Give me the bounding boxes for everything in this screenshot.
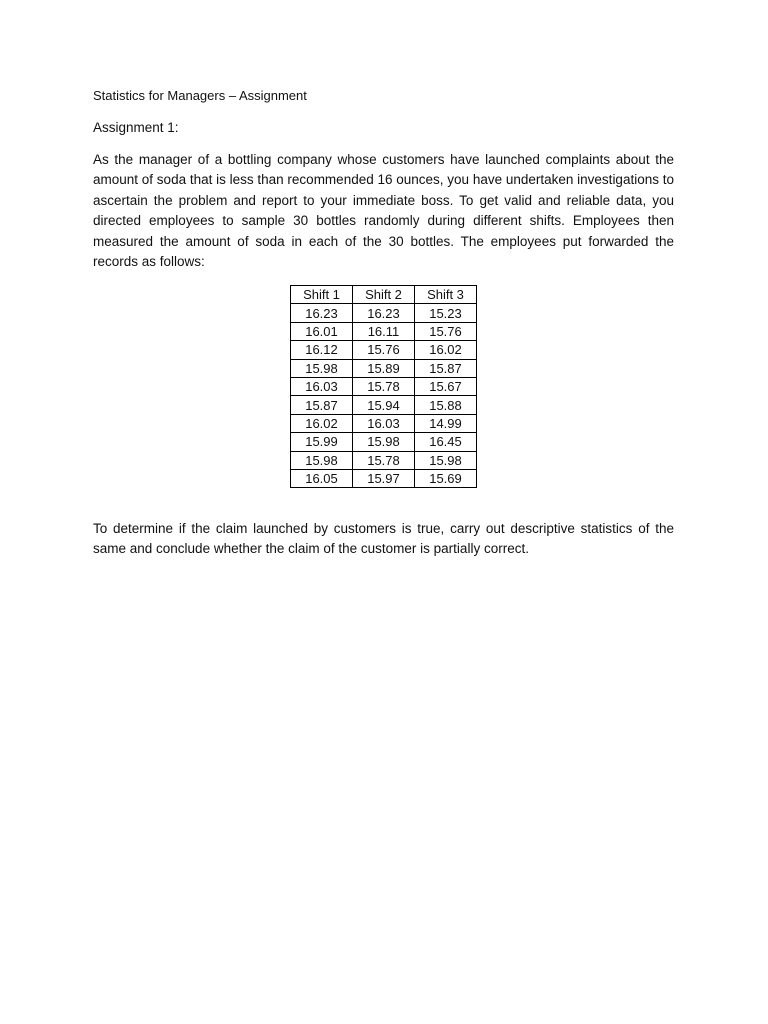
table-row — [291, 451, 477, 469]
table-row — [291, 469, 477, 487]
table-cell: 16.45 — [415, 433, 477, 451]
table-cell: 16.02 — [415, 341, 477, 359]
soda-measurements-table — [290, 285, 477, 488]
table-cell: 16.11 — [353, 322, 415, 340]
table-cell: 15.98 — [415, 451, 477, 469]
table-row — [291, 433, 477, 451]
table-row — [291, 414, 477, 432]
table-cell: 15.67 — [415, 377, 477, 395]
table-cell: 15.69 — [415, 469, 477, 487]
table-cell: 16.01 — [291, 322, 353, 340]
table-row — [291, 377, 477, 395]
table-cell: 16.02 — [291, 414, 353, 432]
column-header-shift-3: Shift 3 — [415, 286, 477, 304]
problem-paragraph: As the manager of a bottling company whose customers have launched complaints about the amount of soda that is less than recommended 16 ounces, you have undertaken investigations to ascertain the problem and report to your immediate boss. To get valid and reliable data, you directed employees to sample 30 bottles randomly during different shifts. Employees then measured the amount of soda in each of the 30 bottles. The employees put forwarded the records as follows: — [93, 152, 674, 270]
document-header: Statistics for Managers – Assignment — [93, 88, 307, 103]
table-cell: 15.78 — [353, 377, 415, 395]
table-row — [291, 359, 477, 377]
instruction-paragraph: To determine if the claim launched by customers is true, carry out descriptive statistics of the same and conclude whether the claim of the customer is partially correct. — [93, 521, 674, 557]
table-cell: 16.05 — [291, 469, 353, 487]
table-cell: 15.76 — [353, 341, 415, 359]
table-cell: 15.98 — [291, 359, 353, 377]
table-cell: 15.88 — [415, 396, 477, 414]
table-cell: 15.97 — [353, 469, 415, 487]
table-cell: 15.94 — [353, 396, 415, 414]
table-cell: 15.87 — [415, 359, 477, 377]
table-cell: 15.23 — [415, 304, 477, 322]
column-header-shift-2: Shift 2 — [353, 286, 415, 304]
table-cell: 15.87 — [291, 396, 353, 414]
table-row — [291, 396, 477, 414]
assignment-heading: Assignment 1: — [93, 120, 179, 135]
column-header-shift-1: Shift 1 — [291, 286, 353, 304]
table-header-row — [291, 286, 477, 304]
table-cell: 14.99 — [415, 414, 477, 432]
table-cell: 16.12 — [291, 341, 353, 359]
table-cell: 15.76 — [415, 322, 477, 340]
table-row — [291, 341, 477, 359]
table-cell: 15.99 — [291, 433, 353, 451]
table-cell: 15.89 — [353, 359, 415, 377]
table-row — [291, 322, 477, 340]
table-row — [291, 304, 477, 322]
table-cell: 15.98 — [291, 451, 353, 469]
table-cell: 15.78 — [353, 451, 415, 469]
table-cell: 16.03 — [291, 377, 353, 395]
table-cell: 16.23 — [353, 304, 415, 322]
table-cell: 16.23 — [291, 304, 353, 322]
table-cell: 15.98 — [353, 433, 415, 451]
table-cell: 16.03 — [353, 414, 415, 432]
